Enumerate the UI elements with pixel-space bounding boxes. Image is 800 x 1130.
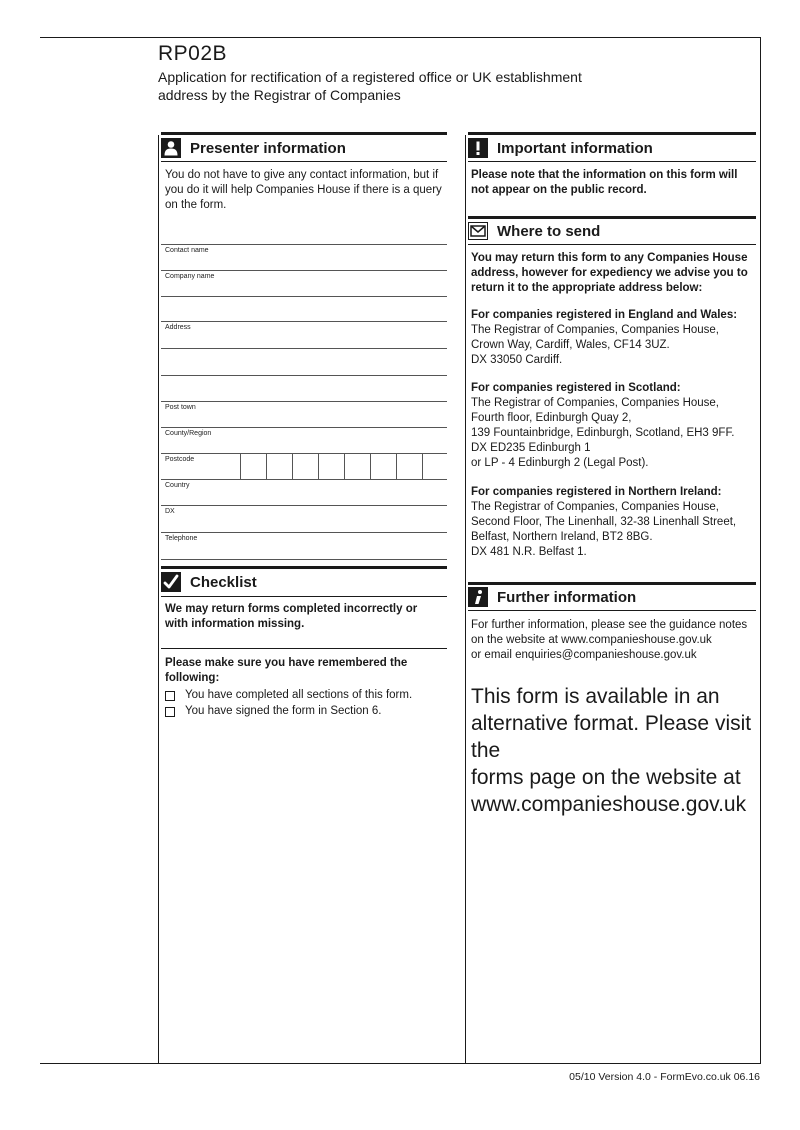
checklist-divider [161, 648, 447, 649]
postcode-box-divider [318, 453, 319, 479]
county-region-field[interactable] [161, 427, 447, 454]
person-icon [161, 138, 181, 158]
telephone-label: Telephone [165, 535, 198, 542]
checklist-title: Checklist [190, 573, 257, 591]
presenter-sub-rule [161, 161, 447, 162]
checklist-reminder: Please make sure you have remembered the following: [165, 657, 408, 684]
where-top-rule [468, 216, 756, 219]
checklist-header [161, 571, 257, 593]
checklist-item[interactable] [165, 688, 412, 703]
checklist-item-label: You have completed all sections of this form. [185, 689, 413, 701]
postcode-box-divider [370, 453, 371, 479]
postcode-box-divider [240, 453, 241, 479]
contact-name-field[interactable] [161, 244, 447, 271]
company-name-field[interactable] [161, 270, 447, 297]
checklist-item[interactable] [165, 704, 381, 719]
top-rule [40, 37, 760, 38]
address-field[interactable] [161, 321, 447, 349]
checklist-item-label: You have signed the form in Section 6. [185, 705, 382, 717]
postcode-label: Postcode [165, 456, 195, 463]
dx-label: DX [165, 508, 175, 515]
address-scotland: For companies registered in Scotland: The Registrar of Companies, Companies House, Fourth floor, Edinburgh Quay 2, 139 Fountainbridge, Edinburgh, Scotland, EH3 9FF. DX ED235 Edinburgh 1 or LP - 4 Edinburgh 2 (Legal Post). [471, 382, 735, 469]
checkbox[interactable] [165, 707, 175, 717]
exclamation-icon [468, 138, 488, 158]
postcode-box-divider [396, 453, 397, 479]
presenter-header [161, 137, 346, 159]
address-northern-ireland: For companies registered in Northern Ireland: The Registrar of Companies, Companies House, Second Floor, The Linenhall, 32-38 Linenhall Street, Belfast, Northern Ireland, BT2 8BG. DX 481 N.R. Belfast 1. [471, 486, 737, 558]
presenter-intro: You do not have to give any contact information, but if you do it will help Companies House if there is a query on the form. [165, 169, 442, 211]
important-top-rule [468, 132, 756, 135]
presenter-top-rule [161, 132, 447, 135]
form-title-line1: Application for rectification of a registered office or UK establishment [158, 69, 582, 85]
further-header [468, 586, 636, 608]
contact-name-label: Contact name [165, 247, 209, 254]
checkbox[interactable] [165, 691, 175, 701]
postcode-box-divider [422, 453, 423, 479]
checklist-top-rule [161, 566, 447, 569]
address-england: For companies registered in England and Wales: The Registrar of Companies, Companies House, Crown Way, Cardiff, Wales, CF14 3UZ. DX 33050 Cardiff. [471, 309, 738, 366]
form-title-line2: address by the Registrar of Companies [158, 87, 401, 103]
alternative-format-notice: This form is available in an alternative format. Please visit the forms page on the website at www.companieshouse.gov.uk [471, 685, 752, 816]
info-icon [468, 587, 488, 607]
important-not: not [471, 184, 489, 196]
bottom-rule [40, 1063, 760, 1064]
left-column-border [158, 135, 159, 1064]
further-title: Further information [497, 588, 637, 606]
where-intro: You may return this form to any Companies House address, however for expediency we advise you to return it to the appropriate address below: [471, 252, 748, 294]
company-name-line2[interactable] [161, 296, 447, 322]
address-line3[interactable] [161, 375, 447, 402]
country-field[interactable] [161, 479, 447, 506]
important-title: Important information [497, 139, 653, 157]
country-label: Country [165, 482, 190, 489]
further-top-rule [468, 582, 756, 585]
telephone-field[interactable] [161, 532, 447, 560]
checklist-warning: We may return forms completed incorrectly or with information missing. [165, 603, 418, 630]
address-line2[interactable] [161, 348, 447, 376]
further-text: For further information, please see the guidance notes on the website at www.companieshouse.gov.uk or email enquiries@companieshouse.gov.uk [471, 619, 748, 661]
further-sub-rule [468, 610, 756, 611]
postcode-field[interactable] [161, 453, 447, 480]
where-header [468, 220, 600, 242]
important-sub-rule [468, 161, 756, 162]
important-text: Please note that the information on this form will not appear on the public record. [471, 169, 738, 196]
form-title [158, 68, 618, 104]
checklist-sub-rule [161, 596, 447, 597]
form-code: RP02B [158, 42, 228, 65]
postcode-box-divider [344, 453, 345, 479]
dx-field[interactable] [161, 505, 447, 533]
presenter-title: Presenter information [190, 139, 346, 157]
where-sub-rule [468, 244, 756, 245]
checkmark-icon [161, 572, 181, 592]
important-header [468, 137, 653, 159]
middle-column-border [465, 135, 466, 1064]
company-name-label: Company name [165, 273, 215, 280]
post-town-label: Post town [165, 404, 196, 411]
post-town-field[interactable] [161, 401, 447, 428]
postcode-box-divider [266, 453, 267, 479]
county-region-label: County/Region [165, 430, 212, 437]
where-title: Where to send [497, 222, 601, 240]
footer-version: 05/10 Version 4.0 - FormEvo.co.uk 06.16 [569, 1071, 760, 1083]
address-label: Address [165, 324, 191, 331]
postcode-box-divider [292, 453, 293, 479]
envelope-icon [468, 222, 488, 240]
